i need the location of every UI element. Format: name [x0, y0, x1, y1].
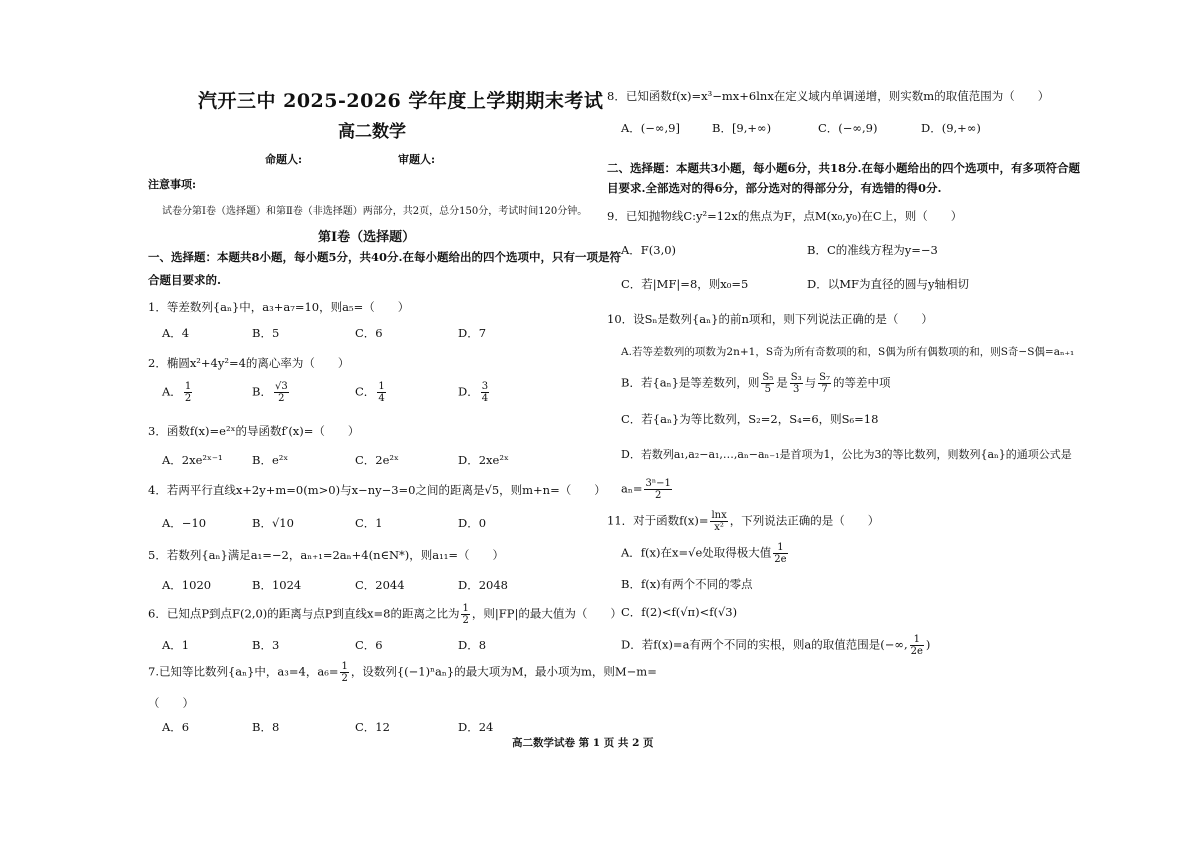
fraction-numerator: 1 — [462, 603, 469, 614]
q2-stem: 2．椭圆x²+4y²=4的离心率为（ ） — [148, 356, 350, 370]
q11-stem — [607, 510, 879, 533]
q7-option-d: D．24 — [458, 720, 494, 734]
q6-option-a: A．1 — [162, 638, 190, 652]
fraction-denominator: 4 — [378, 393, 385, 404]
q10-option-d-fraction — [644, 478, 671, 501]
q2-option-b — [252, 381, 291, 404]
q7-option-b: B．8 — [252, 720, 280, 734]
fraction-numerator: 1 — [184, 381, 192, 392]
q1-option-c: C．6 — [355, 326, 383, 340]
q11-option-b: B．f(x)有两个不同的零点 — [621, 577, 753, 591]
q9-option-a: A．F(3,0) — [621, 243, 677, 257]
q5-option-d: D．2048 — [458, 578, 508, 592]
section1-instructions-cont: 合题目要求的. — [148, 273, 222, 287]
q7-option-c: C．12 — [355, 720, 390, 734]
q4-stem: 4．若两平行直线x+2y+m=0(m>0)与x−ny−3=0之间的距离是√5，则m+n=（ ） — [148, 483, 606, 497]
q10-option-d-formula — [621, 478, 674, 501]
q3-option-d: D．2xe²ˣ — [458, 453, 509, 467]
q11-option-d-post: ) — [925, 637, 931, 652]
q10-option-b — [621, 372, 891, 395]
q5-option-c: C．2044 — [355, 578, 405, 592]
setter-label: 命题人: — [265, 153, 303, 166]
fraction-denominator: x² — [714, 522, 724, 533]
q10-option-b-sep: 是 — [776, 375, 788, 390]
q10-option-d: D．若数列a₁,a₂−a₁,…,aₙ−aₙ₋₁是首项为1，公比为3的等比数列，则数列{aₙ}的通项公式是 — [621, 448, 1072, 461]
q11-option-d — [621, 634, 930, 657]
q2-option-a-label: A． — [162, 384, 182, 399]
q2-option-c — [355, 381, 388, 404]
q7-stem-line2: （ ） — [148, 696, 194, 710]
fraction-denominator: 2e — [774, 554, 787, 565]
q8-stem: 8．已知函数f(x)=x³−mx+6lnx在定义域内单调递增，则实数m的取值范围为（ ） — [607, 89, 1050, 103]
q10-stem: 10．设Sₙ是数列{aₙ}的前n项和，则下列说法正确的是（ ） — [607, 312, 933, 326]
q7-stem — [148, 661, 657, 684]
fraction-denominator: 2e — [910, 646, 923, 657]
q3-stem: 3．函数f(x)=e²ˣ的导函数f′(x)=（ ） — [148, 424, 360, 438]
q2-option-d — [458, 381, 491, 404]
q10-option-b-mid: 与 — [804, 375, 817, 390]
section2-instructions-cont: 目要求.全部选对的得6分，部分选对的得部分分，有选错的得0分. — [607, 181, 942, 195]
reviewer-label: 审题人: — [398, 153, 436, 166]
q7-option-a: A．6 — [162, 720, 190, 734]
q9-option-d: D．以MF为直径的圆与y轴相切 — [807, 277, 969, 291]
q9-option-b: B．C的准线方程为y=−3 — [807, 243, 938, 257]
q11-option-a-pre: A．f(x)在x=√e处取得极大值 — [621, 545, 772, 560]
fraction-numerator: 1 — [910, 634, 924, 646]
page-footer: 高二数学试卷 第 1 页 共 2 页 — [512, 737, 654, 749]
q6-option-b: B．3 — [252, 638, 280, 652]
exam-subject: 高二数学 — [338, 122, 406, 142]
fraction-denominator: 7 — [821, 384, 828, 395]
q11-option-c: C．f(2)<f(√π)<f(√3) — [621, 605, 738, 619]
q11-option-d-fraction — [910, 634, 924, 657]
q6-stem-post: ，则|FP|的最大值为（ ） — [471, 606, 622, 621]
q8-option-a: A．(−∞,9] — [621, 121, 680, 135]
q6-option-c: C．6 — [355, 638, 383, 652]
q10-option-c: C．若{aₙ}为等比数列，S₂=2，S₄=6，则S₆=18 — [621, 412, 879, 426]
q4-option-a: A．−10 — [162, 516, 207, 530]
q4-option-c: C．1 — [355, 516, 383, 530]
fraction-numerator: 1 — [773, 542, 787, 554]
q5-option-a: A．1020 — [162, 578, 212, 592]
q4-option-d: D．0 — [458, 516, 487, 530]
q10-option-b-post: 的等差中项 — [833, 375, 891, 390]
q2-option-d-fraction — [481, 381, 489, 404]
q11-option-d-pre: D．若f(x)=a有两个不同的实根，则a的取值范围是(−∞, — [621, 637, 908, 652]
q4-option-b: B．√10 — [252, 516, 294, 530]
q8-option-c: C．(−∞,9) — [818, 121, 878, 135]
q1-option-b: B．5 — [252, 326, 280, 340]
q6-stem-pre: 6．已知点P到点F(2,0)的距离与点P到直线x=8的距离之比为 — [148, 606, 460, 621]
q2-option-d-label: D． — [458, 384, 479, 399]
fraction-numerator: 3ⁿ−1 — [645, 478, 671, 489]
q10-option-d-pre: aₙ= — [621, 481, 643, 496]
q10-option-b-fraction3 — [818, 372, 831, 395]
q2-option-c-label: C． — [355, 384, 376, 399]
fraction-denominator: 5 — [764, 384, 772, 395]
fraction-denominator: 2 — [278, 393, 285, 404]
q11-option-a — [621, 542, 790, 565]
q8-option-b: B．[9,+∞) — [712, 121, 772, 135]
q10-option-b-pre: B．若{aₙ}是等差数列，则 — [621, 375, 760, 390]
q9-option-c: C．若|MF|=8，则x₀=5 — [621, 277, 749, 291]
q10-option-b-fraction1 — [761, 372, 774, 395]
q2-option-a-fraction — [184, 381, 192, 404]
q7-fraction — [340, 661, 348, 684]
q11-stem-pre: 11．对于函数f(x)= — [607, 513, 709, 528]
section1-instructions: 一、选择题：本题共8小题，每小题5分，共40分.在每小题给出的四个选项中，只有一项是符 — [148, 250, 622, 264]
fraction-denominator: 2 — [655, 490, 662, 501]
q11-stem-fraction — [710, 510, 727, 533]
fraction-denominator: 2 — [341, 673, 348, 684]
fraction-numerator: √3 — [274, 381, 288, 392]
q3-option-a: A．2xe²ˣ⁻¹ — [162, 453, 223, 467]
q3-option-c: C．2e²ˣ — [355, 453, 399, 467]
fraction-numerator: 1 — [378, 381, 385, 392]
notes-text: 试卷分第Ⅰ卷（选择题）和第Ⅱ卷（非选择题）两部分，共2页，总分150分，考试时间120分钟。 — [162, 206, 588, 217]
fraction-numerator: S₃ — [790, 372, 802, 383]
q2-option-b-label: B． — [252, 384, 272, 399]
q2-option-c-fraction — [377, 381, 385, 404]
notes-label: 注意事项: — [148, 178, 197, 191]
q6-fraction — [461, 603, 469, 626]
q2-option-b-fraction — [274, 381, 289, 404]
q6-option-d: D．8 — [458, 638, 487, 652]
q9-stem: 9．已知抛物线C:y²=12x的焦点为F，点M(x₀,y₀)在C上，则（ ） — [607, 209, 963, 223]
q6-stem — [148, 603, 622, 626]
q10-option-a: A.若等差数列的项数为2n+1，S奇为所有奇数项的和，S偶为所有偶数项的和，则S奇−S偶=aₙ₊₁ — [621, 346, 1075, 358]
fraction-denominator: 4 — [481, 393, 489, 404]
q1-option-d: D．7 — [458, 326, 487, 340]
q11-stem-post: ，下列说法正确的是（ ） — [729, 513, 880, 528]
fraction-numerator: 1 — [341, 661, 348, 672]
q5-option-b: B．1024 — [252, 578, 302, 592]
q10-option-b-fraction2 — [790, 372, 803, 395]
q1-option-a: A．4 — [162, 326, 190, 340]
q8-option-d: D．(9,+∞) — [921, 121, 981, 135]
exam-title: 汽开三中 2025-2026 学年度上学期期末考试 — [198, 90, 604, 112]
fraction-numerator: 3 — [481, 381, 489, 392]
q3-option-b: B．e²ˣ — [252, 453, 289, 467]
q1-stem: 1．等差数列{aₙ}中，a₃+a₇=10，则a₅=（ ） — [148, 300, 410, 314]
part1-title: 第Ⅰ卷（选择题） — [318, 230, 416, 245]
fraction-denominator: 2 — [184, 393, 192, 404]
q7-stem-pre: 7.已知等比数列{aₙ}中，a₃=4，a₆= — [148, 664, 339, 679]
section2-instructions: 二、选择题：本题共3小题，每小题6分，共18分.在每小题给出的四个选项中，有多项符合题 — [607, 161, 1081, 175]
q11-option-a-fraction — [773, 542, 787, 565]
fraction-denominator: 2 — [462, 615, 469, 626]
fraction-numerator: lnx — [711, 510, 727, 521]
fraction-denominator: 3 — [793, 384, 800, 395]
fraction-numerator: S₇ — [819, 372, 830, 383]
q7-stem-post: ，设数列{(−1)ⁿaₙ}的最大项为M，最小项为m，则M−m= — [350, 664, 657, 679]
fraction-numerator: S₅ — [762, 372, 774, 383]
q5-stem: 5．若数列{aₙ}满足a₁=−2，aₙ₊₁=2aₙ+4(n∈N*)，则a₁₁=（ ） — [148, 548, 504, 562]
q2-option-a — [162, 381, 194, 404]
